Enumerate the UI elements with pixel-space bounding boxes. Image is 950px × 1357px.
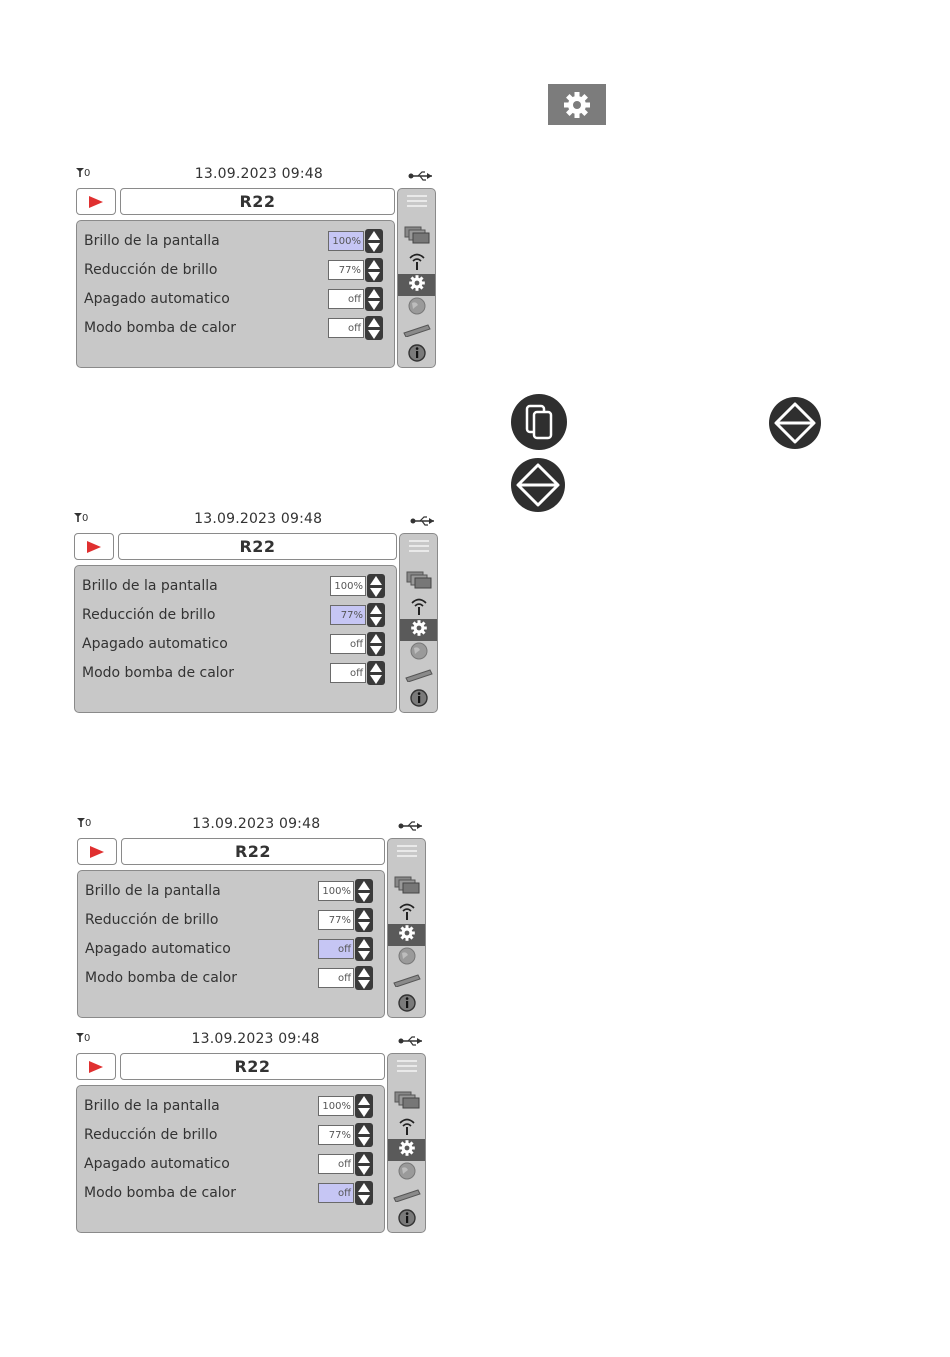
status-bar [74,511,438,529]
setting-value[interactable]: 100% [328,231,364,251]
sidebar-item-wifi[interactable] [398,252,435,274]
setting-label: Reducción de brillo [82,607,216,623]
setting-label: Apagado automatico [82,636,228,652]
setting-value[interactable]: 100% [318,1096,354,1116]
antenna-count: 0 [84,168,91,179]
setting-label: Brillo de la pantalla [84,233,220,249]
setting-value[interactable]: off [328,318,364,338]
setting-control[interactable] [318,879,373,903]
sidebar-item-ruler[interactable] [400,665,437,687]
setting-label: Modo bomba de calor [84,1185,236,1201]
play-button[interactable] [76,188,116,215]
refrigerant-name: R22 [118,533,397,560]
screens-icon [511,394,567,450]
settings-panel [76,220,395,368]
sidebar-item-wifi[interactable] [388,1117,425,1139]
ruler-icon [405,667,433,686]
setting-label: Modo bomba de calor [84,320,236,336]
sidebar-menu [399,533,438,713]
setting-label: Brillo de la pantalla [85,883,221,899]
menu-icon [406,193,428,212]
refrigerant-name: R22 [120,1053,385,1080]
setting-control[interactable] [328,316,383,340]
sidebar-item-menu[interactable] [398,191,435,213]
gear-icon [408,274,426,296]
setting-value[interactable]: 77% [330,605,366,625]
sidebar-item-gear[interactable] [400,619,437,641]
antenna-count: 0 [85,818,92,829]
globe-icon [410,642,428,664]
play-button[interactable] [77,838,117,865]
play-icon [89,845,105,859]
setting-value[interactable]: off [318,1154,354,1174]
up-down-arrows-icon[interactable] [367,661,385,685]
info-icon [408,344,426,366]
screens-stack-icon [406,571,432,593]
setting-control[interactable] [318,1094,373,1118]
sidebar-item-ruler[interactable] [398,320,435,342]
setting-label: Brillo de la pantalla [82,578,218,594]
up-down-arrows-icon[interactable] [355,937,373,961]
globe-icon [408,297,426,319]
usb-icon [408,169,434,185]
setting-value[interactable]: off [318,939,354,959]
screens-stack-icon [404,226,430,248]
up-down-arrows-icon[interactable] [365,287,383,311]
settings-panel [77,870,385,1018]
sidebar-item-globe[interactable] [400,642,437,664]
setting-value[interactable]: off [318,968,354,988]
up-down-arrows-icon-2 [511,458,565,512]
usb-icon [410,514,436,530]
setting-control[interactable] [318,937,373,961]
setting-control[interactable] [328,287,383,311]
setting-control[interactable] [330,603,385,627]
device-screen-2 [74,511,438,716]
sidebar-item-ruler[interactable] [388,1185,425,1207]
status-bar [76,166,436,184]
up-down-arrows-icon[interactable] [367,603,385,627]
setting-label: Reducción de brillo [84,262,218,278]
setting-label: Reducción de brillo [84,1127,218,1143]
sidebar-item-info[interactable] [388,994,425,1016]
gear-icon [398,1139,416,1161]
setting-control[interactable] [328,229,383,253]
setting-control[interactable] [330,574,385,598]
sidebar-item-menu[interactable] [388,841,425,863]
status-datetime: 13.09.2023 09:48 [192,816,321,832]
sidebar-item-ruler[interactable] [388,970,425,992]
info-icon [398,994,416,1016]
menu-icon [408,538,430,557]
usb-icon [398,1034,424,1050]
setting-control[interactable] [328,258,383,282]
sidebar-item-screens-stack[interactable] [388,1091,425,1113]
setting-value[interactable]: 77% [318,1125,354,1145]
setting-control[interactable] [330,661,385,685]
settings-gear-button[interactable] [548,84,606,125]
sidebar-menu [397,188,436,368]
play-icon [88,1060,104,1074]
wifi-icon [398,901,416,925]
screens-stack-icon [394,876,420,898]
settings-panel [74,565,397,713]
setting-value[interactable]: off [330,634,366,654]
setting-label: Reducción de brillo [85,912,219,928]
gear-icon [398,924,416,946]
setting-value[interactable]: 100% [318,881,354,901]
setting-value[interactable]: 100% [330,576,366,596]
up-down-arrows-icon[interactable] [355,1094,373,1118]
sidebar-item-info[interactable] [400,689,437,711]
globe-icon [398,947,416,969]
refrigerant-name: R22 [120,188,395,215]
ruler-icon [393,972,421,991]
wifi-icon [398,1116,416,1140]
antenna-status [77,817,91,829]
status-bar [76,1031,426,1049]
setting-label: Apagado automatico [85,941,231,957]
gear-icon [562,90,592,120]
info-icon [410,689,428,711]
sidebar-item-globe[interactable] [388,947,425,969]
up-down-arrows-icon[interactable] [355,966,373,990]
sidebar-item-globe[interactable] [388,1162,425,1184]
setting-label: Modo bomba de calor [85,970,237,986]
menu-icon [396,1058,418,1077]
sidebar-item-screens-stack[interactable] [400,571,437,593]
wifi-icon [408,251,426,275]
play-button[interactable] [76,1053,116,1080]
sidebar-item-info[interactable] [398,344,435,366]
refrigerant-name: R22 [121,838,385,865]
antenna-count: 0 [82,513,89,524]
setting-value[interactable]: off [330,663,366,683]
device-screen-1 [76,166,436,371]
setting-control[interactable] [318,908,373,932]
setting-control[interactable] [318,1181,373,1205]
up-down-arrows-icon[interactable] [367,632,385,656]
sidebar-item-menu[interactable] [400,536,437,558]
sidebar-menu [387,838,426,1018]
up-down-arrows-icon[interactable] [367,574,385,598]
sidebar-item-screens-stack[interactable] [398,226,435,248]
play-button[interactable] [74,533,114,560]
setting-value[interactable]: 77% [318,910,354,930]
sidebar-item-menu[interactable] [388,1056,425,1078]
up-down-arrows-icon [769,397,821,449]
setting-value[interactable]: 77% [328,260,364,280]
wifi-icon [410,596,428,620]
setting-label: Apagado automatico [84,1156,230,1172]
play-icon [86,540,102,554]
antenna-count: 0 [84,1033,91,1044]
ruler-icon [403,322,431,341]
setting-label: Apagado automatico [84,291,230,307]
sidebar-item-screens-stack[interactable] [388,876,425,898]
status-bar [77,816,426,834]
screens-stack-icon [394,1091,420,1113]
setting-label: Modo bomba de calor [82,665,234,681]
up-down-arrows-icon[interactable] [355,908,373,932]
up-down-arrows-icon[interactable] [355,1123,373,1147]
sidebar-item-gear[interactable] [388,1139,425,1161]
sidebar-menu [387,1053,426,1233]
up-down-arrows-icon[interactable] [365,316,383,340]
sidebar-item-globe[interactable] [398,297,435,319]
menu-icon [396,843,418,862]
up-down-arrows-icon[interactable] [365,229,383,253]
setting-control[interactable] [318,966,373,990]
sidebar-item-gear[interactable] [398,274,435,296]
play-icon [88,195,104,209]
usb-icon [398,819,424,835]
info-icon [398,1209,416,1231]
up-down-arrows-icon[interactable] [355,1152,373,1176]
device-screen-3 [77,816,426,1016]
sidebar-item-info[interactable] [388,1209,425,1231]
up-down-arrows-icon[interactable] [365,258,383,282]
antenna-status [76,1032,90,1044]
setting-value[interactable]: off [318,1183,354,1203]
sidebar-item-wifi[interactable] [388,902,425,924]
status-datetime: 13.09.2023 09:48 [194,166,323,182]
up-down-arrows-icon[interactable] [355,879,373,903]
setting-control[interactable] [318,1123,373,1147]
setting-control[interactable] [318,1152,373,1176]
sidebar-item-wifi[interactable] [400,597,437,619]
setting-label: Brillo de la pantalla [84,1098,220,1114]
status-datetime: 13.09.2023 09:48 [191,1031,320,1047]
device-screen-4 [76,1031,426,1229]
globe-icon [398,1162,416,1184]
setting-value[interactable]: off [328,289,364,309]
antenna-status [76,167,90,179]
setting-control[interactable] [330,632,385,656]
gear-icon [410,619,428,641]
settings-panel [76,1085,385,1233]
up-down-arrows-icon[interactable] [355,1181,373,1205]
ruler-icon [393,1187,421,1206]
antenna-status [74,512,88,524]
status-datetime: 13.09.2023 09:48 [194,511,323,527]
sidebar-item-gear[interactable] [388,924,425,946]
